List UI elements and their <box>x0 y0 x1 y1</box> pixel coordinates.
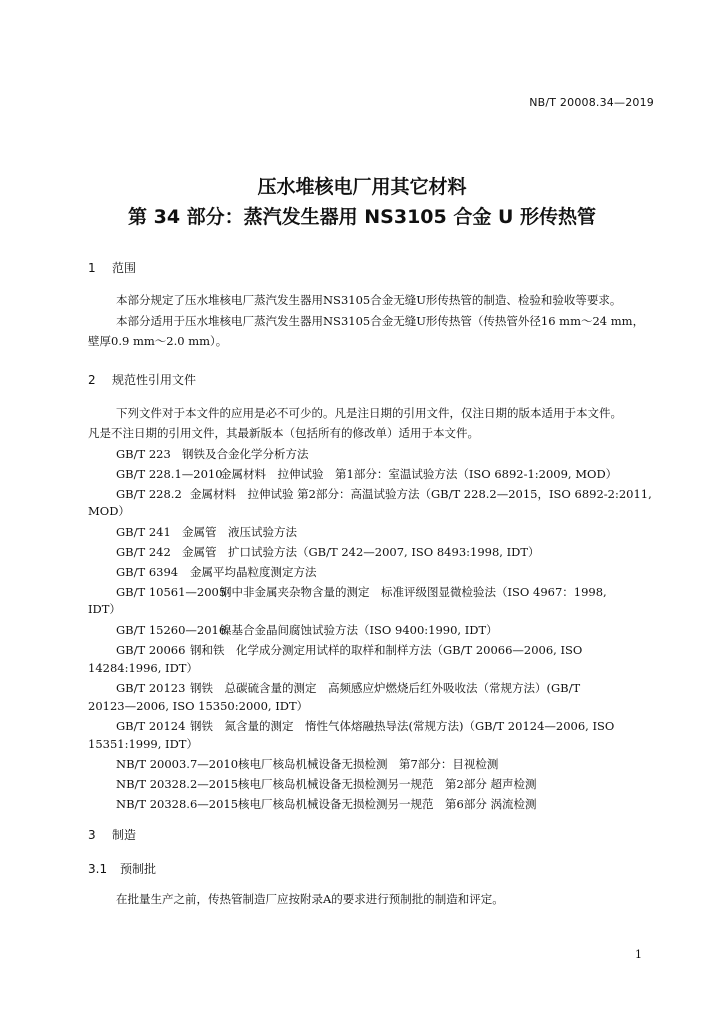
reference-item <box>116 584 607 600</box>
reference-title: 镍基合金晶间腐蚀试验方法（ISO 9400:1990, IDT） <box>220 623 498 637</box>
reference-item <box>116 680 580 696</box>
scope-paragraph-2-line-1: 本部分适用于压水堆核电厂蒸汽发生器用NS3105合金无缝U形传热管（传热管外径16 mm～24 mm， <box>116 314 645 328</box>
scope-paragraph-2-line-2: 壁厚0.9 mm～2.0 mm）。 <box>88 334 228 348</box>
reference-title: 钢和铁 化学成分测定用试样的取样和制样方法（GB/T 20066—2006, ISO <box>190 643 583 657</box>
reference-item <box>116 524 297 540</box>
section-3-heading <box>88 826 136 843</box>
reference-code: GB/T 223 <box>116 447 171 461</box>
reference-code: GB/T 242 <box>116 545 171 559</box>
reference-item <box>116 544 540 560</box>
reference-continuation: 20123—2006, ISO 15350:2000, IDT） <box>88 699 309 713</box>
reference-continuation: IDT） <box>88 602 121 616</box>
reference-title: 核电厂核岛机械设备无损检测另一规范 第2部分 超声检测 <box>238 777 537 791</box>
section-number: 2 <box>88 373 96 387</box>
reference-code: NB/T 20328.6—2015 <box>116 797 239 811</box>
scope-paragraph-1: 本部分规定了压水堆核电厂蒸汽发生器用NS3105合金无缝U形传热管的制造、检验和验收等要求。 <box>116 293 622 307</box>
reference-code: GB/T 15260—2016 <box>116 623 227 637</box>
reference-item <box>116 642 582 658</box>
reference-item <box>116 466 617 482</box>
reference-title: 钢铁 氮含量的测定 惰性气体熔融热导法(常规方法)（GB/T 20124—2006, ISO <box>190 719 615 733</box>
reference-title: 金属管 扩口试验方法（GB/T 242—2007, ISO 8493:1998, IDT） <box>182 545 540 559</box>
reference-continuation: MOD） <box>88 504 130 518</box>
reference-code: GB/T 228.2 <box>116 487 182 501</box>
reference-title: 核电厂核岛机械设备无损检测另一规范 第6部分 涡流检测 <box>238 797 537 811</box>
reference-title: 核电厂核岛机械设备无损检测 第7部分：目视检测 <box>238 757 499 771</box>
page-number: 1 <box>635 948 642 961</box>
reference-code: NB/T 20003.7—2010 <box>116 757 239 771</box>
section-1-heading <box>88 259 136 276</box>
reference-item <box>116 486 652 502</box>
reference-title: 钢中非金属夹杂物含量的测定 标准评级图显微检验法（ISO 4967：1998, <box>220 585 607 599</box>
reference-code: NB/T 20328.2—2015 <box>116 777 239 791</box>
reference-title: 金属平均晶粒度测定方法 <box>190 565 317 579</box>
reference-item <box>116 796 536 812</box>
reference-code: GB/T 10561—2005 <box>116 585 227 599</box>
reference-title: 钢铁 总碳硫含量的测定 高频感应炉燃烧后红外吸收法（常规方法）(GB/T <box>190 681 581 695</box>
reference-title: 金属材料 拉伸试验 第1部分：室温试验方法（ISO 6892-1:2009, MOD） <box>220 467 618 481</box>
preproduction-paragraph: 在批量生产之前，传热管制造厂应按附录A的要求进行预制批的制造和评定。 <box>116 892 504 906</box>
reference-code: GB/T 6394 <box>116 565 179 579</box>
reference-code: GB/T 20124 <box>116 719 186 733</box>
normative-intro-line-1: 下列文件对于本文件的应用是必不可少的。凡是注日期的引用文件，仅注日期的版本适用于本文件。 <box>116 406 622 420</box>
normative-intro-line-2: 凡是不注日期的引用文件，其最新版本（包括所有的修改单）适用于本文件。 <box>88 426 479 440</box>
reference-item <box>116 622 498 638</box>
subsection-title: 预制批 <box>120 862 157 876</box>
document-title-line2: 第 34 部分：蒸汽发生器用 NS3105 合金 U 形传热管 <box>127 206 597 228</box>
reference-item <box>116 564 317 580</box>
section-title: 制造 <box>112 828 137 842</box>
reference-item <box>116 756 498 772</box>
reference-continuation: 14284:1996, IDT） <box>88 661 198 675</box>
section-2-heading <box>88 371 196 388</box>
reference-code: GB/T 20066 <box>116 643 186 657</box>
reference-code: GB/T 241 <box>116 525 171 539</box>
subsection-3-1-heading <box>88 860 156 877</box>
reference-title: 金属管 液压试验方法 <box>182 525 297 539</box>
section-number: 1 <box>88 261 96 275</box>
reference-continuation: 15351:1999, IDT） <box>88 737 198 751</box>
subsection-number: 3.1 <box>88 862 108 876</box>
reference-item <box>116 718 614 734</box>
reference-title: 钢铁及合金化学分析方法 <box>182 447 309 461</box>
reference-item <box>116 446 309 462</box>
reference-item <box>116 776 536 792</box>
standard-code: NB/T 20008.34—2019 <box>529 96 654 109</box>
reference-code: GB/T 228.1—2010 <box>116 467 223 481</box>
section-number: 3 <box>88 828 96 842</box>
reference-title: 金属材料 拉伸试验 第2部分：高温试验方法（GB/T 228.2—2015，ISO 6892-2:2011, <box>190 487 652 501</box>
reference-code: GB/T 20123 <box>116 681 186 695</box>
section-title: 范围 <box>112 261 137 275</box>
document-title-line1: 压水堆核电厂用其它材料 <box>257 176 467 198</box>
section-title: 规范性引用文件 <box>112 373 197 387</box>
